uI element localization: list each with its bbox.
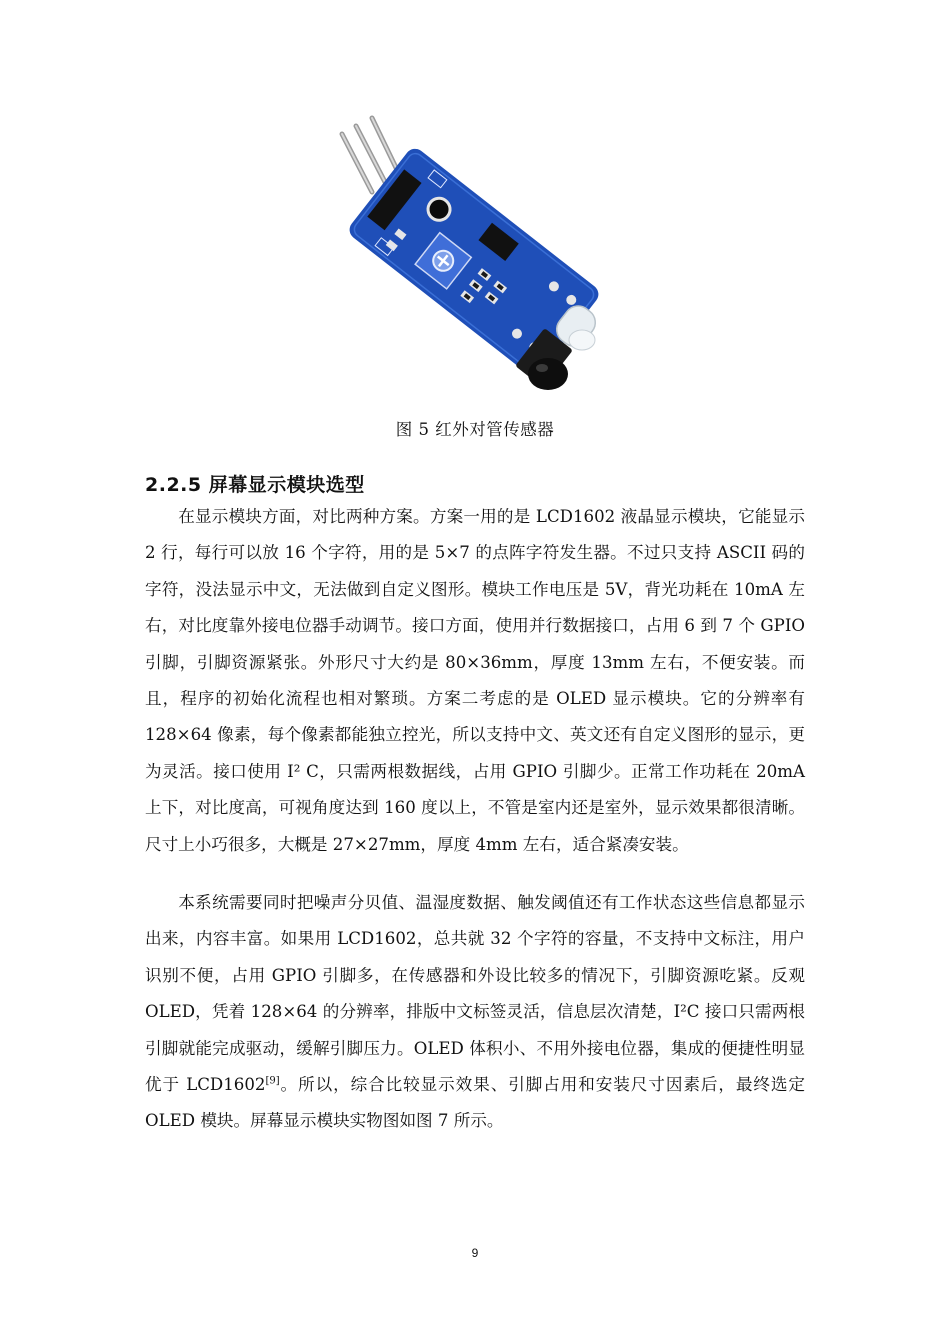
- paragraph-2: [145, 885, 805, 1140]
- section-heading: 2.2.5 屏幕显示模块选型: [145, 474, 365, 496]
- ir-sensor-module-photo: [326, 112, 622, 410]
- paragraph-2-tail: 。所以，综合比较显示效果、引脚占用和安装尺寸因素后，最终选定 OLED 模块。屏幕显示模块实物图如图 7 所示。: [145, 1075, 805, 1131]
- paragraph-2-main: 本系统需要同时把噪声分贝值、温湿度数据、触发阈值还有工作状态这些信息都显示出来，内容丰富。如果用 LCD1602，总共就 32 个字符的容量，不支持中文标注，用户识别不便，占用 GPIO 引脚多，在传感器和外设比较多的情况下，引脚资源吃紧。反观 OLED，凭着 128×64 的分辨率，排版中文标签灵活，信息层次清楚，I²C 接口只需两根引脚就能完成驱动，缓解引脚压力。OLED 体积小、不用外接电位器，集成的便捷性明显优于 LCD1602: [145, 893, 805, 1095]
- paragraph-1: 在显示模块方面，对比两种方案。方案一用的是 LCD1602 液晶显示模块，它能显示 2 行，每行可以放 16 个字符，用的是 5×7 的点阵字符发生器。不过只支持 ASCII 码的字符，没法显示中文，无法做到自定义图形。模块工作电压是 5V，背光功耗在 10mA 左右，对比度靠外接电位器手动调节。接口方面，使用并行数据接口，占用 6 到 7 个 GPIO 引脚，引脚资源紧张。外形尺寸大约是 80×36mm，厚度 13mm 左右，不便安装。而且，程序的初始化流程也相对繁琐。方案二考虑的是 OLED 显示模块。它的分辨率有 128×64 像素，每个像素都能独立控光，所以支持中文、英文还有自定义图形的显示，更为灵活。接口使用 I² C，只需两根数据线，占用 GPIO 引脚少。正常工作功耗在 20mA 上下，对比度高，可视角度达到 160 度以上，不管是室内还是室外，显示效果都很清晰。尺寸上小巧很多，大概是 27×27mm，厚度 4mm 左右，适合紧凑安装。: [145, 507, 805, 854]
- figure-caption: 图 5 红外对管传感器: [395, 420, 555, 439]
- ir-sensor-figure: [326, 112, 622, 410]
- page-number: 9: [471, 1246, 479, 1260]
- citation-ref: [9]: [265, 1075, 280, 1087]
